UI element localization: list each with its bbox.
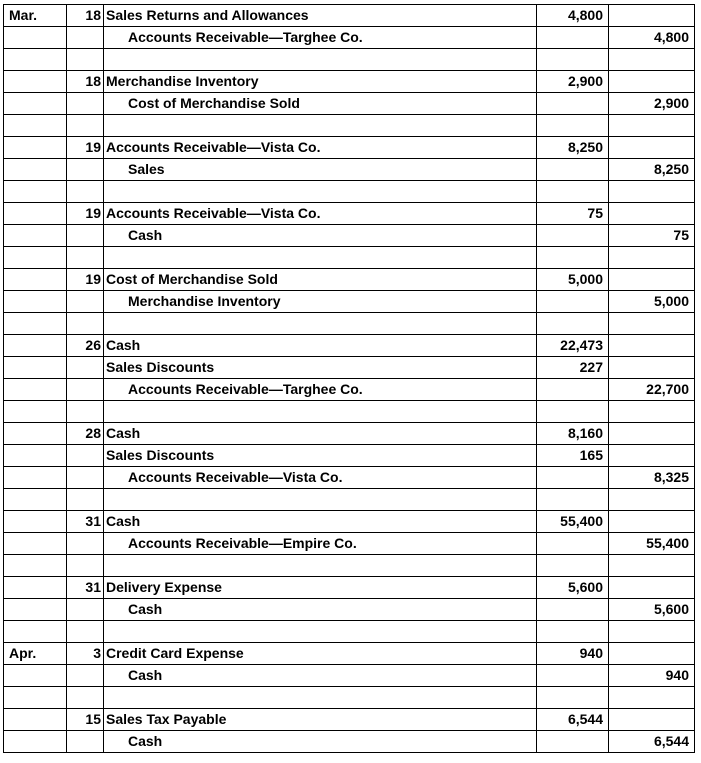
credit-account-cell: Cash [104, 599, 537, 621]
month-cell [4, 665, 67, 687]
debit-amount-cell: 22,473 [537, 335, 609, 357]
journal-row [4, 467, 695, 489]
credit-amount-cell: 75 [609, 225, 695, 247]
blank-cell [537, 489, 609, 511]
blank-cell [609, 489, 695, 511]
journal-body [4, 5, 695, 753]
credit-account-cell: Merchandise Inventory [104, 291, 537, 313]
blank-row [4, 247, 695, 269]
credit-amount-cell [609, 423, 695, 445]
journal-row [4, 159, 695, 181]
blank-cell [609, 687, 695, 709]
credit-amount-cell: 2,900 [609, 93, 695, 115]
debit-amount-cell: 5,600 [537, 577, 609, 599]
blank-cell [104, 115, 537, 137]
debit-account-cell: Sales Returns and Allowances [104, 5, 537, 27]
credit-account-cell: Cash [104, 731, 537, 753]
credit-amount-cell: 4,800 [609, 27, 695, 49]
month-cell [4, 577, 67, 599]
credit-amount-cell: 8,325 [609, 467, 695, 489]
blank-cell [609, 247, 695, 269]
debit-amount-cell [537, 665, 609, 687]
debit-amount-cell [537, 533, 609, 555]
credit-amount-cell [609, 511, 695, 533]
debit-amount-cell [537, 225, 609, 247]
journal-row [4, 93, 695, 115]
debit-amount-cell [537, 731, 609, 753]
credit-amount-cell [609, 643, 695, 665]
blank-cell [537, 401, 609, 423]
blank-cell [609, 313, 695, 335]
credit-amount-cell [609, 137, 695, 159]
blank-cell [104, 621, 537, 643]
day-cell [67, 93, 104, 115]
blank-cell [4, 181, 67, 203]
debit-amount-cell [537, 159, 609, 181]
month-cell [4, 269, 67, 291]
month-cell [4, 533, 67, 555]
month-cell [4, 27, 67, 49]
journal-row [4, 291, 695, 313]
debit-amount-cell [537, 27, 609, 49]
credit-amount-cell: 55,400 [609, 533, 695, 555]
blank-cell [609, 181, 695, 203]
journal-row [4, 423, 695, 445]
day-cell [67, 445, 104, 467]
credit-amount-cell: 5,000 [609, 291, 695, 313]
day-cell: 18 [67, 71, 104, 93]
blank-cell [104, 247, 537, 269]
credit-amount-cell: 5,600 [609, 599, 695, 621]
blank-cell [67, 247, 104, 269]
blank-cell [4, 489, 67, 511]
blank-cell [104, 489, 537, 511]
blank-cell [4, 621, 67, 643]
blank-row [4, 489, 695, 511]
debit-account-cell: Accounts Receivable—Vista Co. [104, 203, 537, 225]
debit-amount-cell: 4,800 [537, 5, 609, 27]
debit-account-cell: Cash [104, 511, 537, 533]
day-cell: 26 [67, 335, 104, 357]
blank-cell [67, 181, 104, 203]
blank-cell [537, 181, 609, 203]
debit-account-cell: Credit Card Expense [104, 643, 537, 665]
day-cell: 15 [67, 709, 104, 731]
blank-cell [67, 555, 104, 577]
debit-account-cell: Cost of Merchandise Sold [104, 269, 537, 291]
journal-table [3, 4, 695, 753]
debit-account-cell: Cash [104, 335, 537, 357]
month-cell [4, 203, 67, 225]
credit-amount-cell [609, 203, 695, 225]
journal-row [4, 225, 695, 247]
month-cell: Mar. [4, 5, 67, 27]
debit-amount-cell: 8,250 [537, 137, 609, 159]
blank-cell [67, 489, 104, 511]
debit-amount-cell: 5,000 [537, 269, 609, 291]
credit-account-cell: Accounts Receivable—Vista Co. [104, 467, 537, 489]
month-cell [4, 71, 67, 93]
blank-cell [4, 687, 67, 709]
credit-account-cell: Cash [104, 665, 537, 687]
month-cell: Apr. [4, 643, 67, 665]
blank-row [4, 181, 695, 203]
month-cell [4, 731, 67, 753]
blank-row [4, 555, 695, 577]
debit-amount-cell [537, 93, 609, 115]
debit-account-cell: Sales Discounts [104, 445, 537, 467]
credit-account-cell: Accounts Receivable—Targhee Co. [104, 379, 537, 401]
day-cell [67, 533, 104, 555]
debit-amount-cell: 75 [537, 203, 609, 225]
day-cell: 3 [67, 643, 104, 665]
debit-amount-cell: 165 [537, 445, 609, 467]
month-cell [4, 599, 67, 621]
blank-cell [4, 247, 67, 269]
day-cell [67, 159, 104, 181]
credit-account-cell: Accounts Receivable—Empire Co. [104, 533, 537, 555]
credit-amount-cell [609, 335, 695, 357]
day-cell [67, 665, 104, 687]
journal-row [4, 665, 695, 687]
blank-cell [67, 49, 104, 71]
journal-row [4, 445, 695, 467]
credit-amount-cell: 8,250 [609, 159, 695, 181]
debit-amount-cell [537, 467, 609, 489]
month-cell [4, 511, 67, 533]
blank-cell [67, 115, 104, 137]
blank-cell [67, 621, 104, 643]
day-cell [67, 357, 104, 379]
month-cell [4, 291, 67, 313]
blank-cell [4, 401, 67, 423]
month-cell [4, 357, 67, 379]
credit-amount-cell [609, 71, 695, 93]
debit-account-cell: Merchandise Inventory [104, 71, 537, 93]
blank-cell [609, 401, 695, 423]
debit-amount-cell [537, 599, 609, 621]
blank-row [4, 49, 695, 71]
blank-cell [67, 313, 104, 335]
blank-cell [104, 313, 537, 335]
debit-amount-cell: 6,544 [537, 709, 609, 731]
credit-account-cell: Sales [104, 159, 537, 181]
blank-cell [537, 621, 609, 643]
debit-amount-cell [537, 379, 609, 401]
blank-cell [4, 555, 67, 577]
debit-account-cell: Accounts Receivable—Vista Co. [104, 137, 537, 159]
credit-amount-cell [609, 357, 695, 379]
journal-row [4, 335, 695, 357]
month-cell [4, 159, 67, 181]
day-cell: 19 [67, 203, 104, 225]
day-cell [67, 379, 104, 401]
day-cell: 28 [67, 423, 104, 445]
journal-row [4, 533, 695, 555]
blank-cell [4, 115, 67, 137]
blank-cell [104, 181, 537, 203]
journal-row [4, 269, 695, 291]
day-cell [67, 599, 104, 621]
day-cell [67, 731, 104, 753]
blank-row [4, 313, 695, 335]
blank-row [4, 621, 695, 643]
debit-amount-cell [537, 291, 609, 313]
day-cell [67, 225, 104, 247]
blank-row [4, 687, 695, 709]
blank-cell [4, 49, 67, 71]
blank-cell [537, 555, 609, 577]
blank-cell [4, 313, 67, 335]
debit-amount-cell: 227 [537, 357, 609, 379]
credit-amount-cell [609, 269, 695, 291]
blank-cell [104, 401, 537, 423]
day-cell [67, 467, 104, 489]
journal-row [4, 511, 695, 533]
journal-row [4, 379, 695, 401]
journal-row [4, 643, 695, 665]
credit-amount-cell [609, 445, 695, 467]
month-cell [4, 137, 67, 159]
month-cell [4, 423, 67, 445]
blank-cell [67, 401, 104, 423]
day-cell: 18 [67, 5, 104, 27]
blank-cell [609, 555, 695, 577]
blank-cell [537, 115, 609, 137]
journal-row [4, 203, 695, 225]
credit-account-cell: Accounts Receivable—Targhee Co. [104, 27, 537, 49]
blank-row [4, 401, 695, 423]
journal-row [4, 71, 695, 93]
day-cell: 19 [67, 137, 104, 159]
debit-account-cell: Sales Tax Payable [104, 709, 537, 731]
blank-cell [104, 49, 537, 71]
month-cell [4, 445, 67, 467]
blank-cell [67, 687, 104, 709]
credit-amount-cell: 22,700 [609, 379, 695, 401]
month-cell [4, 93, 67, 115]
journal-row [4, 599, 695, 621]
blank-cell [537, 687, 609, 709]
blank-cell [609, 115, 695, 137]
day-cell: 19 [67, 269, 104, 291]
month-cell [4, 467, 67, 489]
blank-cell [104, 555, 537, 577]
credit-amount-cell: 6,544 [609, 731, 695, 753]
blank-cell [609, 49, 695, 71]
month-cell [4, 335, 67, 357]
credit-amount-cell [609, 709, 695, 731]
credit-account-cell: Cost of Merchandise Sold [104, 93, 537, 115]
debit-account-cell: Sales Discounts [104, 357, 537, 379]
day-cell [67, 291, 104, 313]
blank-cell [609, 621, 695, 643]
month-cell [4, 225, 67, 247]
day-cell: 31 [67, 577, 104, 599]
blank-row [4, 115, 695, 137]
credit-amount-cell [609, 5, 695, 27]
journal-row [4, 137, 695, 159]
journal-row [4, 357, 695, 379]
blank-cell [537, 49, 609, 71]
journal-row [4, 731, 695, 753]
blank-cell [537, 247, 609, 269]
journal-row [4, 5, 695, 27]
debit-amount-cell: 8,160 [537, 423, 609, 445]
blank-cell [104, 687, 537, 709]
journal-row [4, 709, 695, 731]
month-cell [4, 709, 67, 731]
debit-account-cell: Delivery Expense [104, 577, 537, 599]
journal-row [4, 577, 695, 599]
day-cell [67, 27, 104, 49]
credit-amount-cell: 940 [609, 665, 695, 687]
credit-account-cell: Cash [104, 225, 537, 247]
month-cell [4, 379, 67, 401]
debit-amount-cell: 55,400 [537, 511, 609, 533]
journal-row [4, 27, 695, 49]
day-cell: 31 [67, 511, 104, 533]
blank-cell [537, 313, 609, 335]
debit-amount-cell: 940 [537, 643, 609, 665]
debit-account-cell: Cash [104, 423, 537, 445]
debit-amount-cell: 2,900 [537, 71, 609, 93]
credit-amount-cell [609, 577, 695, 599]
